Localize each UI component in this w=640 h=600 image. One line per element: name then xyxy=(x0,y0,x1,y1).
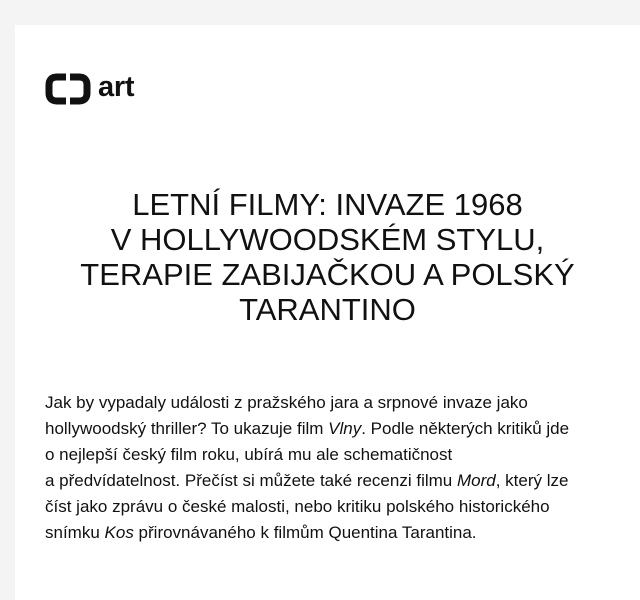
film-title-vlny: Vlny xyxy=(328,419,362,438)
summary-line xyxy=(45,442,610,468)
summary-text: číst jako zprávu o české malosti, nebo kritiku polského historického xyxy=(45,497,550,516)
summary-text: a předvídatelnost. Přečíst si můžete také recenzi filmu xyxy=(45,471,457,490)
ct-brackets-icon xyxy=(45,73,91,105)
ct-art-logo[interactable] xyxy=(45,73,134,105)
article-headline[interactable] xyxy=(45,187,610,327)
summary-line xyxy=(45,416,610,442)
summary-text: Jak by vypadaly události z pražského jara a srpnové invaze jako xyxy=(45,393,528,412)
summary-text: hollywoodský thriller? To ukazuje film xyxy=(45,419,329,438)
logo-text: art xyxy=(98,71,135,103)
summary-line xyxy=(45,520,610,546)
summary-text: , který lze xyxy=(495,471,569,490)
summary-line xyxy=(45,468,610,494)
summary-line xyxy=(45,390,610,416)
film-title-kos: Kos xyxy=(104,523,134,542)
article-summary xyxy=(45,390,610,546)
headline-line: TERAPIE ZABIJAČKOU A POLSKÝ xyxy=(80,257,575,292)
summary-text: přirovnávaného k filmům Quentina Tarantina. xyxy=(133,523,477,542)
summary-text: . Podle některých kritiků jde xyxy=(361,419,570,438)
summary-text: snímku xyxy=(45,523,105,542)
summary-text: o nejlepší český film roku, ubírá mu ale schematičnost xyxy=(45,445,453,464)
summary-line xyxy=(45,494,610,520)
headline-line: V HOLLYWOODSKÉM STYLU, xyxy=(110,222,545,257)
headline-line: TARANTINO xyxy=(239,292,416,327)
headline-line: LETNÍ FILMY: INVAZE 1968 xyxy=(132,187,523,222)
film-title-mord: Mord xyxy=(456,471,496,490)
newsletter-card xyxy=(15,25,640,600)
